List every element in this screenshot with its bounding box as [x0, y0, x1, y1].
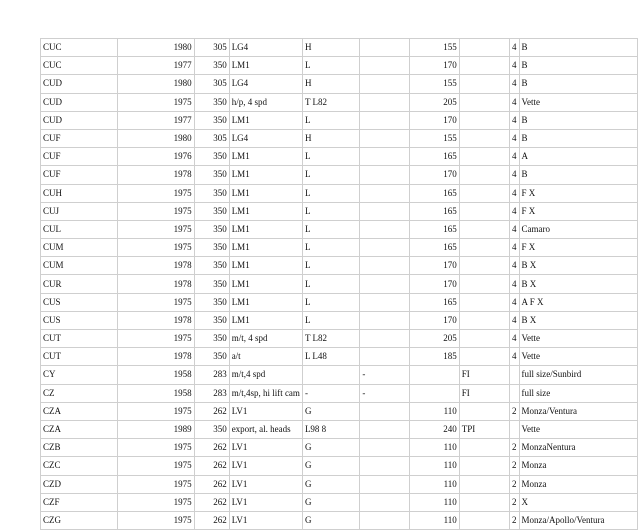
cell-usage: Monza/Ventura: [519, 402, 637, 420]
cell-fuel: [459, 129, 509, 147]
table-row: [41, 511, 638, 529]
cell-usage: B: [519, 75, 637, 93]
cell-dash: [360, 184, 409, 202]
cell-code: CUD: [41, 111, 118, 129]
cell-hp: 165: [409, 293, 459, 311]
cell-hp: 205: [409, 330, 459, 348]
cell-type: L: [302, 293, 359, 311]
cell-year: 1958: [117, 384, 194, 402]
cell-rpo: LG4: [229, 75, 302, 93]
cell-dash: [360, 129, 409, 147]
cell-carb: 2: [510, 475, 520, 493]
cell-carb: [510, 420, 520, 438]
cell-cid: 262: [194, 402, 229, 420]
cell-code: CUS: [41, 311, 118, 329]
cell-carb: 4: [510, 57, 520, 75]
cell-year: 1975: [117, 475, 194, 493]
cell-dash: [360, 257, 409, 275]
cell-year: 1980: [117, 39, 194, 57]
cell-type: L: [302, 184, 359, 202]
cell-type: L: [302, 166, 359, 184]
cell-dash: [360, 75, 409, 93]
cell-rpo: LM1: [229, 111, 302, 129]
cell-dash: [360, 475, 409, 493]
cell-dash: [360, 57, 409, 75]
cell-type: L L48: [302, 348, 359, 366]
cell-dash: [360, 439, 409, 457]
cell-usage: Vette: [519, 330, 637, 348]
cell-code: CUF: [41, 148, 118, 166]
cell-usage: X: [519, 493, 637, 511]
cell-rpo: LM1: [229, 202, 302, 220]
cell-rpo: LM1: [229, 275, 302, 293]
cell-hp: 170: [409, 166, 459, 184]
cell-year: 1977: [117, 111, 194, 129]
cell-fuel: [459, 511, 509, 529]
cell-code: CZB: [41, 439, 118, 457]
cell-type: T L82: [302, 330, 359, 348]
cell-fuel: [459, 148, 509, 166]
cell-cid: 350: [194, 275, 229, 293]
cell-cid: 283: [194, 366, 229, 384]
cell-carb: 4: [510, 311, 520, 329]
cell-fuel: [459, 275, 509, 293]
cell-carb: 4: [510, 111, 520, 129]
cell-fuel: [459, 493, 509, 511]
cell-fuel: [459, 439, 509, 457]
cell-usage: full size/Sunbird: [519, 366, 637, 384]
cell-usage: A F X: [519, 293, 637, 311]
cell-code: CUM: [41, 239, 118, 257]
cell-year: 1975: [117, 220, 194, 238]
cell-fuel: FI: [459, 384, 509, 402]
cell-year: 1975: [117, 330, 194, 348]
cell-usage: A: [519, 148, 637, 166]
cell-hp: 165: [409, 184, 459, 202]
cell-dash: [360, 148, 409, 166]
cell-cid: 262: [194, 493, 229, 511]
cell-rpo: m/t,4sp, hi lift cam: [229, 384, 302, 402]
cell-cid: 350: [194, 93, 229, 111]
cell-carb: 4: [510, 330, 520, 348]
cell-hp: 155: [409, 129, 459, 147]
cell-carb: 4: [510, 148, 520, 166]
cell-carb: 4: [510, 166, 520, 184]
cell-rpo: LM1: [229, 148, 302, 166]
cell-hp: [409, 384, 459, 402]
cell-code: CUF: [41, 166, 118, 184]
cell-usage: Camaro: [519, 220, 637, 238]
cell-usage: F X: [519, 184, 637, 202]
cell-carb: 4: [510, 293, 520, 311]
table-row: [41, 57, 638, 75]
cell-year: 1975: [117, 439, 194, 457]
cell-rpo: LM1: [229, 293, 302, 311]
cell-rpo: LM1: [229, 239, 302, 257]
cell-rpo: h/p, 4 spd: [229, 93, 302, 111]
cell-carb: 4: [510, 348, 520, 366]
cell-cid: 350: [194, 148, 229, 166]
table-row: [41, 148, 638, 166]
table-row: [41, 384, 638, 402]
cell-cid: 350: [194, 257, 229, 275]
cell-hp: 110: [409, 493, 459, 511]
cell-fuel: [459, 39, 509, 57]
table-row: [41, 129, 638, 147]
cell-year: 1978: [117, 348, 194, 366]
cell-rpo: LM1: [229, 166, 302, 184]
cell-cid: 350: [194, 57, 229, 75]
cell-carb: [510, 366, 520, 384]
cell-code: CUJ: [41, 202, 118, 220]
cell-dash: -: [360, 366, 409, 384]
cell-usage: Vette: [519, 348, 637, 366]
cell-fuel: FI: [459, 366, 509, 384]
cell-dash: [360, 348, 409, 366]
cell-cid: 262: [194, 439, 229, 457]
cell-code: CUF: [41, 129, 118, 147]
cell-carb: 4: [510, 75, 520, 93]
cell-hp: 155: [409, 39, 459, 57]
cell-carb: 2: [510, 402, 520, 420]
cell-rpo: LV1: [229, 457, 302, 475]
cell-fuel: [459, 93, 509, 111]
cell-type: T L82: [302, 93, 359, 111]
cell-type: L: [302, 311, 359, 329]
cell-dash: [360, 293, 409, 311]
cell-hp: 170: [409, 257, 459, 275]
cell-carb: 4: [510, 93, 520, 111]
cell-code: CZD: [41, 475, 118, 493]
cell-usage: B: [519, 111, 637, 129]
cell-cid: 350: [194, 166, 229, 184]
cell-usage: MonzaNentura: [519, 439, 637, 457]
cell-cid: 262: [194, 511, 229, 529]
table-row: [41, 202, 638, 220]
cell-year: 1975: [117, 239, 194, 257]
table-row: [41, 330, 638, 348]
cell-usage: F X: [519, 239, 637, 257]
cell-carb: 4: [510, 184, 520, 202]
table-row: [41, 493, 638, 511]
cell-dash: [360, 93, 409, 111]
cell-year: 1978: [117, 166, 194, 184]
cell-year: 1975: [117, 184, 194, 202]
cell-rpo: LM1: [229, 257, 302, 275]
cell-code: CUT: [41, 348, 118, 366]
cell-fuel: [459, 257, 509, 275]
cell-rpo: LV1: [229, 475, 302, 493]
cell-cid: 305: [194, 39, 229, 57]
cell-carb: 4: [510, 129, 520, 147]
cell-rpo: a/t: [229, 348, 302, 366]
cell-usage: Vette: [519, 93, 637, 111]
cell-type: L98 8: [302, 420, 359, 438]
cell-type: H: [302, 75, 359, 93]
cell-type: L: [302, 111, 359, 129]
cell-fuel: [459, 166, 509, 184]
cell-hp: 240: [409, 420, 459, 438]
cell-fuel: [459, 184, 509, 202]
cell-cid: 350: [194, 348, 229, 366]
table-row: [41, 220, 638, 238]
table-row: [41, 184, 638, 202]
cell-dash: [360, 39, 409, 57]
cell-fuel: [459, 75, 509, 93]
cell-cid: 350: [194, 239, 229, 257]
cell-cid: 350: [194, 420, 229, 438]
cell-year: 1978: [117, 311, 194, 329]
cell-dash: [360, 111, 409, 129]
table-row: [41, 111, 638, 129]
cell-usage: F X: [519, 202, 637, 220]
cell-code: CUC: [41, 39, 118, 57]
cell-cid: 350: [194, 311, 229, 329]
cell-fuel: [459, 239, 509, 257]
cell-code: CZ: [41, 384, 118, 402]
cell-type: L: [302, 148, 359, 166]
cell-usage: Monza/Apollo/Ventura: [519, 511, 637, 529]
cell-dash: [360, 420, 409, 438]
cell-type: G: [302, 475, 359, 493]
engine-code-table: [40, 38, 638, 530]
cell-type: L: [302, 239, 359, 257]
cell-usage: B X: [519, 257, 637, 275]
cell-type: L: [302, 275, 359, 293]
cell-hp: [409, 366, 459, 384]
cell-hp: 170: [409, 311, 459, 329]
cell-year: 1976: [117, 148, 194, 166]
cell-year: 1989: [117, 420, 194, 438]
cell-carb: 2: [510, 439, 520, 457]
cell-year: 1958: [117, 366, 194, 384]
table-row: [41, 457, 638, 475]
cell-rpo: LG4: [229, 39, 302, 57]
table-row: [41, 239, 638, 257]
cell-usage: B: [519, 166, 637, 184]
cell-dash: [360, 402, 409, 420]
cell-usage: Monza: [519, 457, 637, 475]
cell-code: CUM: [41, 257, 118, 275]
cell-fuel: TPI: [459, 420, 509, 438]
cell-fuel: [459, 202, 509, 220]
cell-hp: 165: [409, 148, 459, 166]
cell-rpo: LM1: [229, 220, 302, 238]
cell-fuel: [459, 311, 509, 329]
cell-hp: 110: [409, 475, 459, 493]
cell-code: CUR: [41, 275, 118, 293]
cell-year: 1975: [117, 93, 194, 111]
cell-hp: 170: [409, 57, 459, 75]
cell-type: G: [302, 493, 359, 511]
table-row: [41, 420, 638, 438]
table-row: [41, 39, 638, 57]
cell-code: CZA: [41, 402, 118, 420]
cell-year: 1975: [117, 493, 194, 511]
cell-usage: B: [519, 39, 637, 57]
cell-fuel: [459, 220, 509, 238]
cell-cid: 350: [194, 111, 229, 129]
cell-cid: 283: [194, 384, 229, 402]
cell-dash: [360, 311, 409, 329]
table-row: [41, 475, 638, 493]
table-row: [41, 93, 638, 111]
cell-carb: 4: [510, 39, 520, 57]
cell-hp: 165: [409, 220, 459, 238]
cell-usage: B X: [519, 311, 637, 329]
cell-rpo: LM1: [229, 311, 302, 329]
cell-usage: B: [519, 57, 637, 75]
cell-dash: -: [360, 384, 409, 402]
cell-code: CZG: [41, 511, 118, 529]
cell-rpo: LM1: [229, 57, 302, 75]
cell-type: H: [302, 129, 359, 147]
table-row: [41, 293, 638, 311]
cell-cid: 350: [194, 202, 229, 220]
cell-hp: 185: [409, 348, 459, 366]
cell-code: CUT: [41, 330, 118, 348]
cell-year: 1978: [117, 257, 194, 275]
cell-carb: 4: [510, 275, 520, 293]
cell-carb: 4: [510, 257, 520, 275]
cell-fuel: [459, 293, 509, 311]
cell-carb: 2: [510, 457, 520, 475]
cell-dash: [360, 220, 409, 238]
cell-carb: 4: [510, 239, 520, 257]
cell-year: 1980: [117, 129, 194, 147]
cell-type: L: [302, 257, 359, 275]
cell-cid: 305: [194, 75, 229, 93]
cell-cid: 262: [194, 475, 229, 493]
cell-code: CUD: [41, 75, 118, 93]
cell-dash: [360, 493, 409, 511]
cell-code: CUH: [41, 184, 118, 202]
cell-usage: B: [519, 129, 637, 147]
cell-cid: 262: [194, 457, 229, 475]
cell-hp: 170: [409, 111, 459, 129]
cell-hp: 110: [409, 511, 459, 529]
cell-type: -: [302, 384, 359, 402]
cell-year: 1975: [117, 457, 194, 475]
cell-code: CZC: [41, 457, 118, 475]
cell-cid: 350: [194, 330, 229, 348]
cell-rpo: LV1: [229, 439, 302, 457]
cell-rpo: m/t,4 spd: [229, 366, 302, 384]
cell-cid: 305: [194, 129, 229, 147]
cell-code: CZA: [41, 420, 118, 438]
cell-rpo: LV1: [229, 511, 302, 529]
cell-type: L: [302, 220, 359, 238]
cell-fuel: [459, 330, 509, 348]
cell-hp: 170: [409, 275, 459, 293]
cell-dash: [360, 166, 409, 184]
cell-code: CUC: [41, 57, 118, 75]
cell-dash: [360, 330, 409, 348]
cell-hp: 110: [409, 457, 459, 475]
cell-hp: 110: [409, 439, 459, 457]
table-row: [41, 257, 638, 275]
cell-type: G: [302, 511, 359, 529]
cell-fuel: [459, 348, 509, 366]
cell-hp: 155: [409, 75, 459, 93]
cell-dash: [360, 511, 409, 529]
cell-carb: 4: [510, 220, 520, 238]
table-row: [41, 348, 638, 366]
cell-year: 1975: [117, 511, 194, 529]
cell-dash: [360, 457, 409, 475]
cell-carb: 2: [510, 493, 520, 511]
cell-code: CUL: [41, 220, 118, 238]
cell-dash: [360, 239, 409, 257]
cell-year: 1975: [117, 402, 194, 420]
cell-code: CY: [41, 366, 118, 384]
cell-dash: [360, 275, 409, 293]
cell-rpo: LM1: [229, 184, 302, 202]
cell-year: 1975: [117, 293, 194, 311]
table-row: [41, 366, 638, 384]
cell-year: 1980: [117, 75, 194, 93]
cell-code: CUD: [41, 93, 118, 111]
cell-hp: 165: [409, 239, 459, 257]
cell-fuel: [459, 402, 509, 420]
table-row: [41, 402, 638, 420]
cell-year: 1975: [117, 202, 194, 220]
cell-type: [302, 366, 359, 384]
cell-type: H: [302, 39, 359, 57]
cell-code: CZF: [41, 493, 118, 511]
cell-hp: 205: [409, 93, 459, 111]
table-row: [41, 439, 638, 457]
cell-type: G: [302, 457, 359, 475]
cell-hp: 165: [409, 202, 459, 220]
cell-type: G: [302, 439, 359, 457]
cell-dash: [360, 202, 409, 220]
cell-type: L: [302, 202, 359, 220]
cell-fuel: [459, 475, 509, 493]
table-row: [41, 311, 638, 329]
cell-type: L: [302, 57, 359, 75]
cell-carb: 4: [510, 202, 520, 220]
cell-cid: 350: [194, 220, 229, 238]
cell-code: CUS: [41, 293, 118, 311]
cell-rpo: m/t, 4 spd: [229, 330, 302, 348]
cell-rpo: LV1: [229, 493, 302, 511]
cell-carb: [510, 384, 520, 402]
cell-hp: 110: [409, 402, 459, 420]
cell-rpo: LV1: [229, 402, 302, 420]
cell-usage: Vette: [519, 420, 637, 438]
cell-year: 1977: [117, 57, 194, 75]
table-row: [41, 275, 638, 293]
cell-year: 1978: [117, 275, 194, 293]
cell-rpo: LG4: [229, 129, 302, 147]
engine-code-table-body: [41, 39, 638, 530]
table-row: [41, 166, 638, 184]
cell-cid: 350: [194, 184, 229, 202]
cell-type: G: [302, 402, 359, 420]
cell-rpo: export, al. heads: [229, 420, 302, 438]
cell-fuel: [459, 57, 509, 75]
cell-usage: Monza: [519, 475, 637, 493]
cell-fuel: [459, 457, 509, 475]
cell-usage: B X: [519, 275, 637, 293]
cell-fuel: [459, 111, 509, 129]
cell-usage: full size: [519, 384, 637, 402]
table-row: [41, 75, 638, 93]
cell-carb: 2: [510, 511, 520, 529]
cell-cid: 350: [194, 293, 229, 311]
